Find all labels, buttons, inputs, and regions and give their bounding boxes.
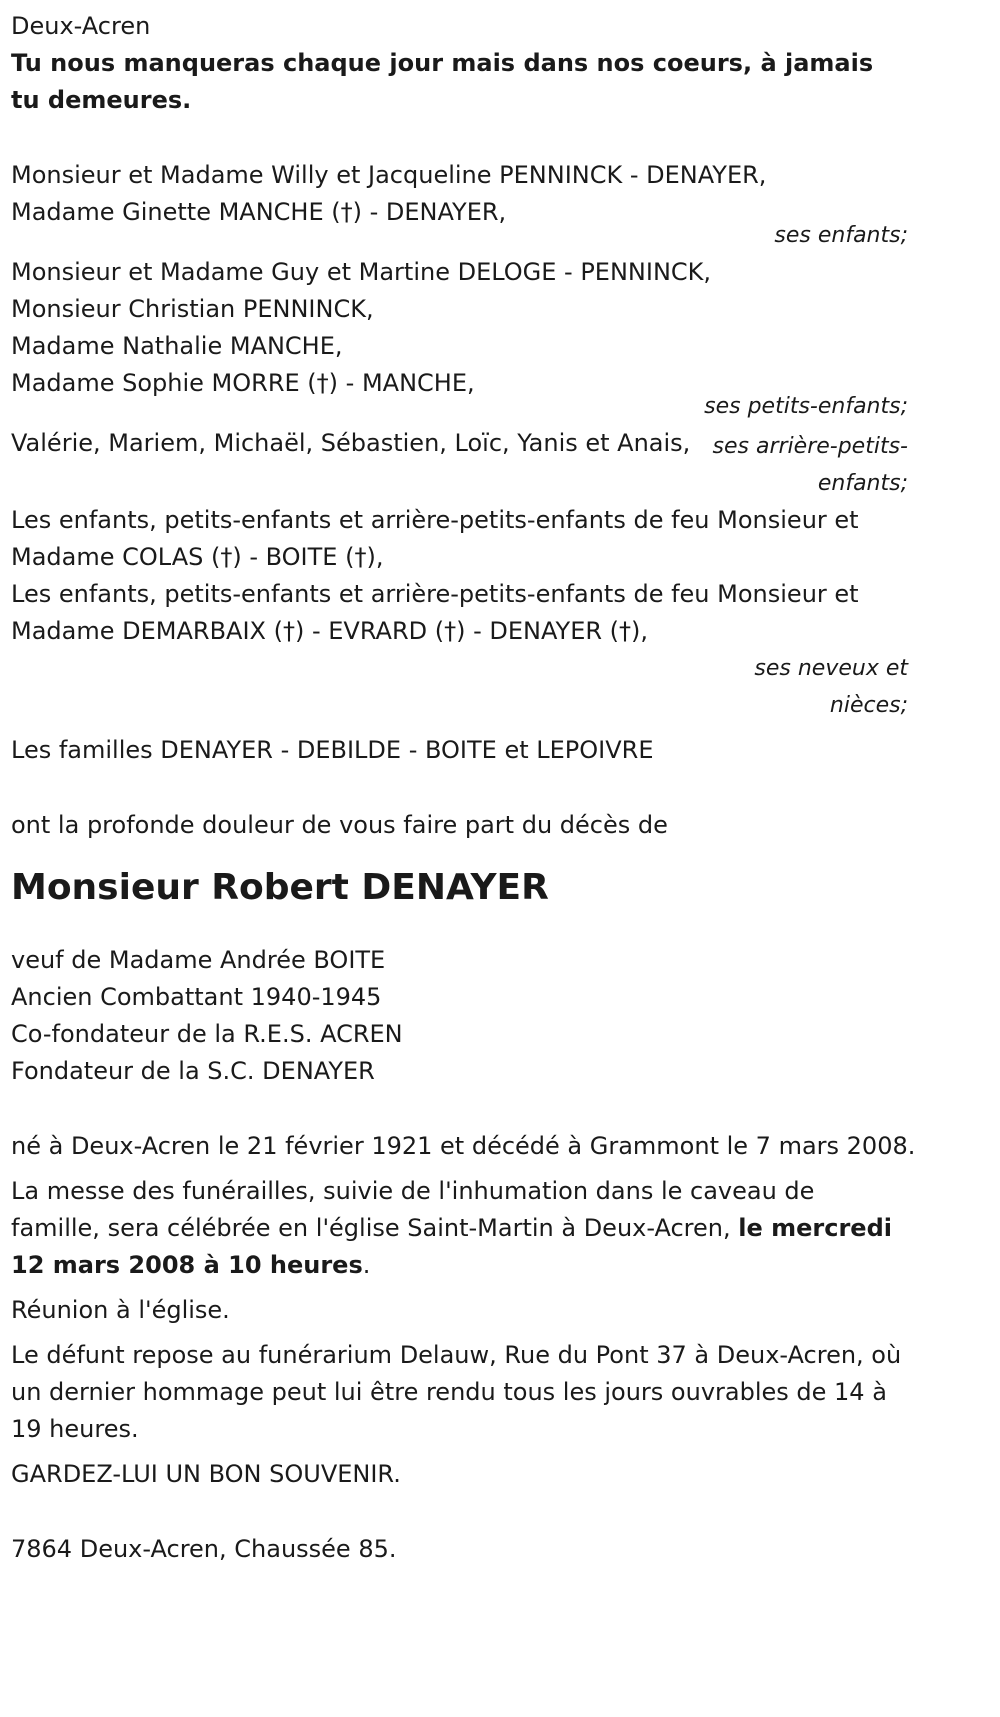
place-header: Deux-Acren (11, 12, 151, 40)
funeral-paragraph (11, 1173, 908, 1284)
funeral-end: . (362, 1251, 371, 1279)
family-line: Madame Ginette MANCHE (†) - DENAYER, (11, 198, 507, 226)
families-line: Les familles DENAYER - DEBILDE - BOITE et LEPOIVRE (11, 736, 654, 764)
obituary-text (11, 8, 916, 1568)
announcement-line: ont la profonde douleur de vous faire part du décès de (11, 811, 668, 839)
meeting-line: Réunion à l'église. (11, 1296, 230, 1324)
detail-line: Ancien Combattant 1940-1945 (11, 983, 382, 1011)
memorial-quote: Tu nous manqueras chaque jour mais dans nos coeurs, à jamais tu demeures. (11, 49, 874, 114)
deceased-details (11, 942, 908, 1090)
family-line: Valérie, Mariem, Michaël, Sébastien, Loïc, Yanis et Anais, (11, 429, 691, 457)
family-line: Monsieur et Madame Guy et Martine DELOGE - PENNINCK, (11, 258, 712, 286)
relation-label: ses petits-enfants; (704, 394, 908, 419)
deceased-name: Monsieur Robert DENAYER (11, 867, 549, 908)
detail-line: veuf de Madame Andrée BOITE (11, 946, 386, 974)
family-line: Madame Sophie MORRE (†) - MANCHE, (11, 369, 475, 397)
family-line: Monsieur et Madame Willy et Jacqueline PENNINCK - DENAYER, (11, 161, 767, 189)
family-line: Monsieur Christian PENNINCK, (11, 295, 374, 323)
children-section (11, 157, 908, 254)
closing-line: GARDEZ-LUI UN BON SOUVENIR. (11, 1460, 401, 1488)
nephews-section (11, 502, 908, 724)
family-line: Madame Nathalie MANCHE, (11, 332, 343, 360)
detail-line: Co-fondateur de la R.E.S. ACREN (11, 1020, 403, 1048)
grandchildren-section (11, 254, 908, 425)
relation-label: ses neveux et nièces; (754, 656, 908, 718)
birth-death-line: né à Deux-Acren le 21 février 1921 et décédé à Grammont le 7 mars 2008. (11, 1132, 916, 1160)
funeral-text: La messe des funérailles, suivie de l'inhumation dans le caveau de famille, sera célébrée en l'église Saint-Martin à Deux-Acren, (11, 1177, 815, 1242)
address-line: 7864 Deux-Acren, Chaussée 85. (11, 1535, 397, 1563)
detail-line: Fondateur de la S.C. DENAYER (11, 1057, 375, 1085)
relation-label: ses arrière-petits-enfants; (712, 434, 908, 496)
family-paragraph: Les enfants, petits-enfants et arrière-petits-enfants de feu Monsieur et Madame DEMARBAIX (†) - EVRARD (†) - DENAYER (†), (11, 580, 859, 645)
family-paragraph: Les enfants, petits-enfants et arrière-petits-enfants de feu Monsieur et Madame COLAS (†) - BOITE (†), (11, 506, 859, 571)
relation-label: ses enfants; (774, 223, 908, 248)
funeral-datetime: le mercredi 12 mars 2008 à 10 heures (11, 1214, 892, 1279)
great-grandchildren-section (11, 425, 908, 502)
rest-paragraph: Le défunt repose au funérarium Delauw, Rue du Pont 37 à Deux-Acren, où un dernier hommage peut lui être rendu tous les jours ouvrables de 14 à 19 heures. (11, 1341, 902, 1443)
